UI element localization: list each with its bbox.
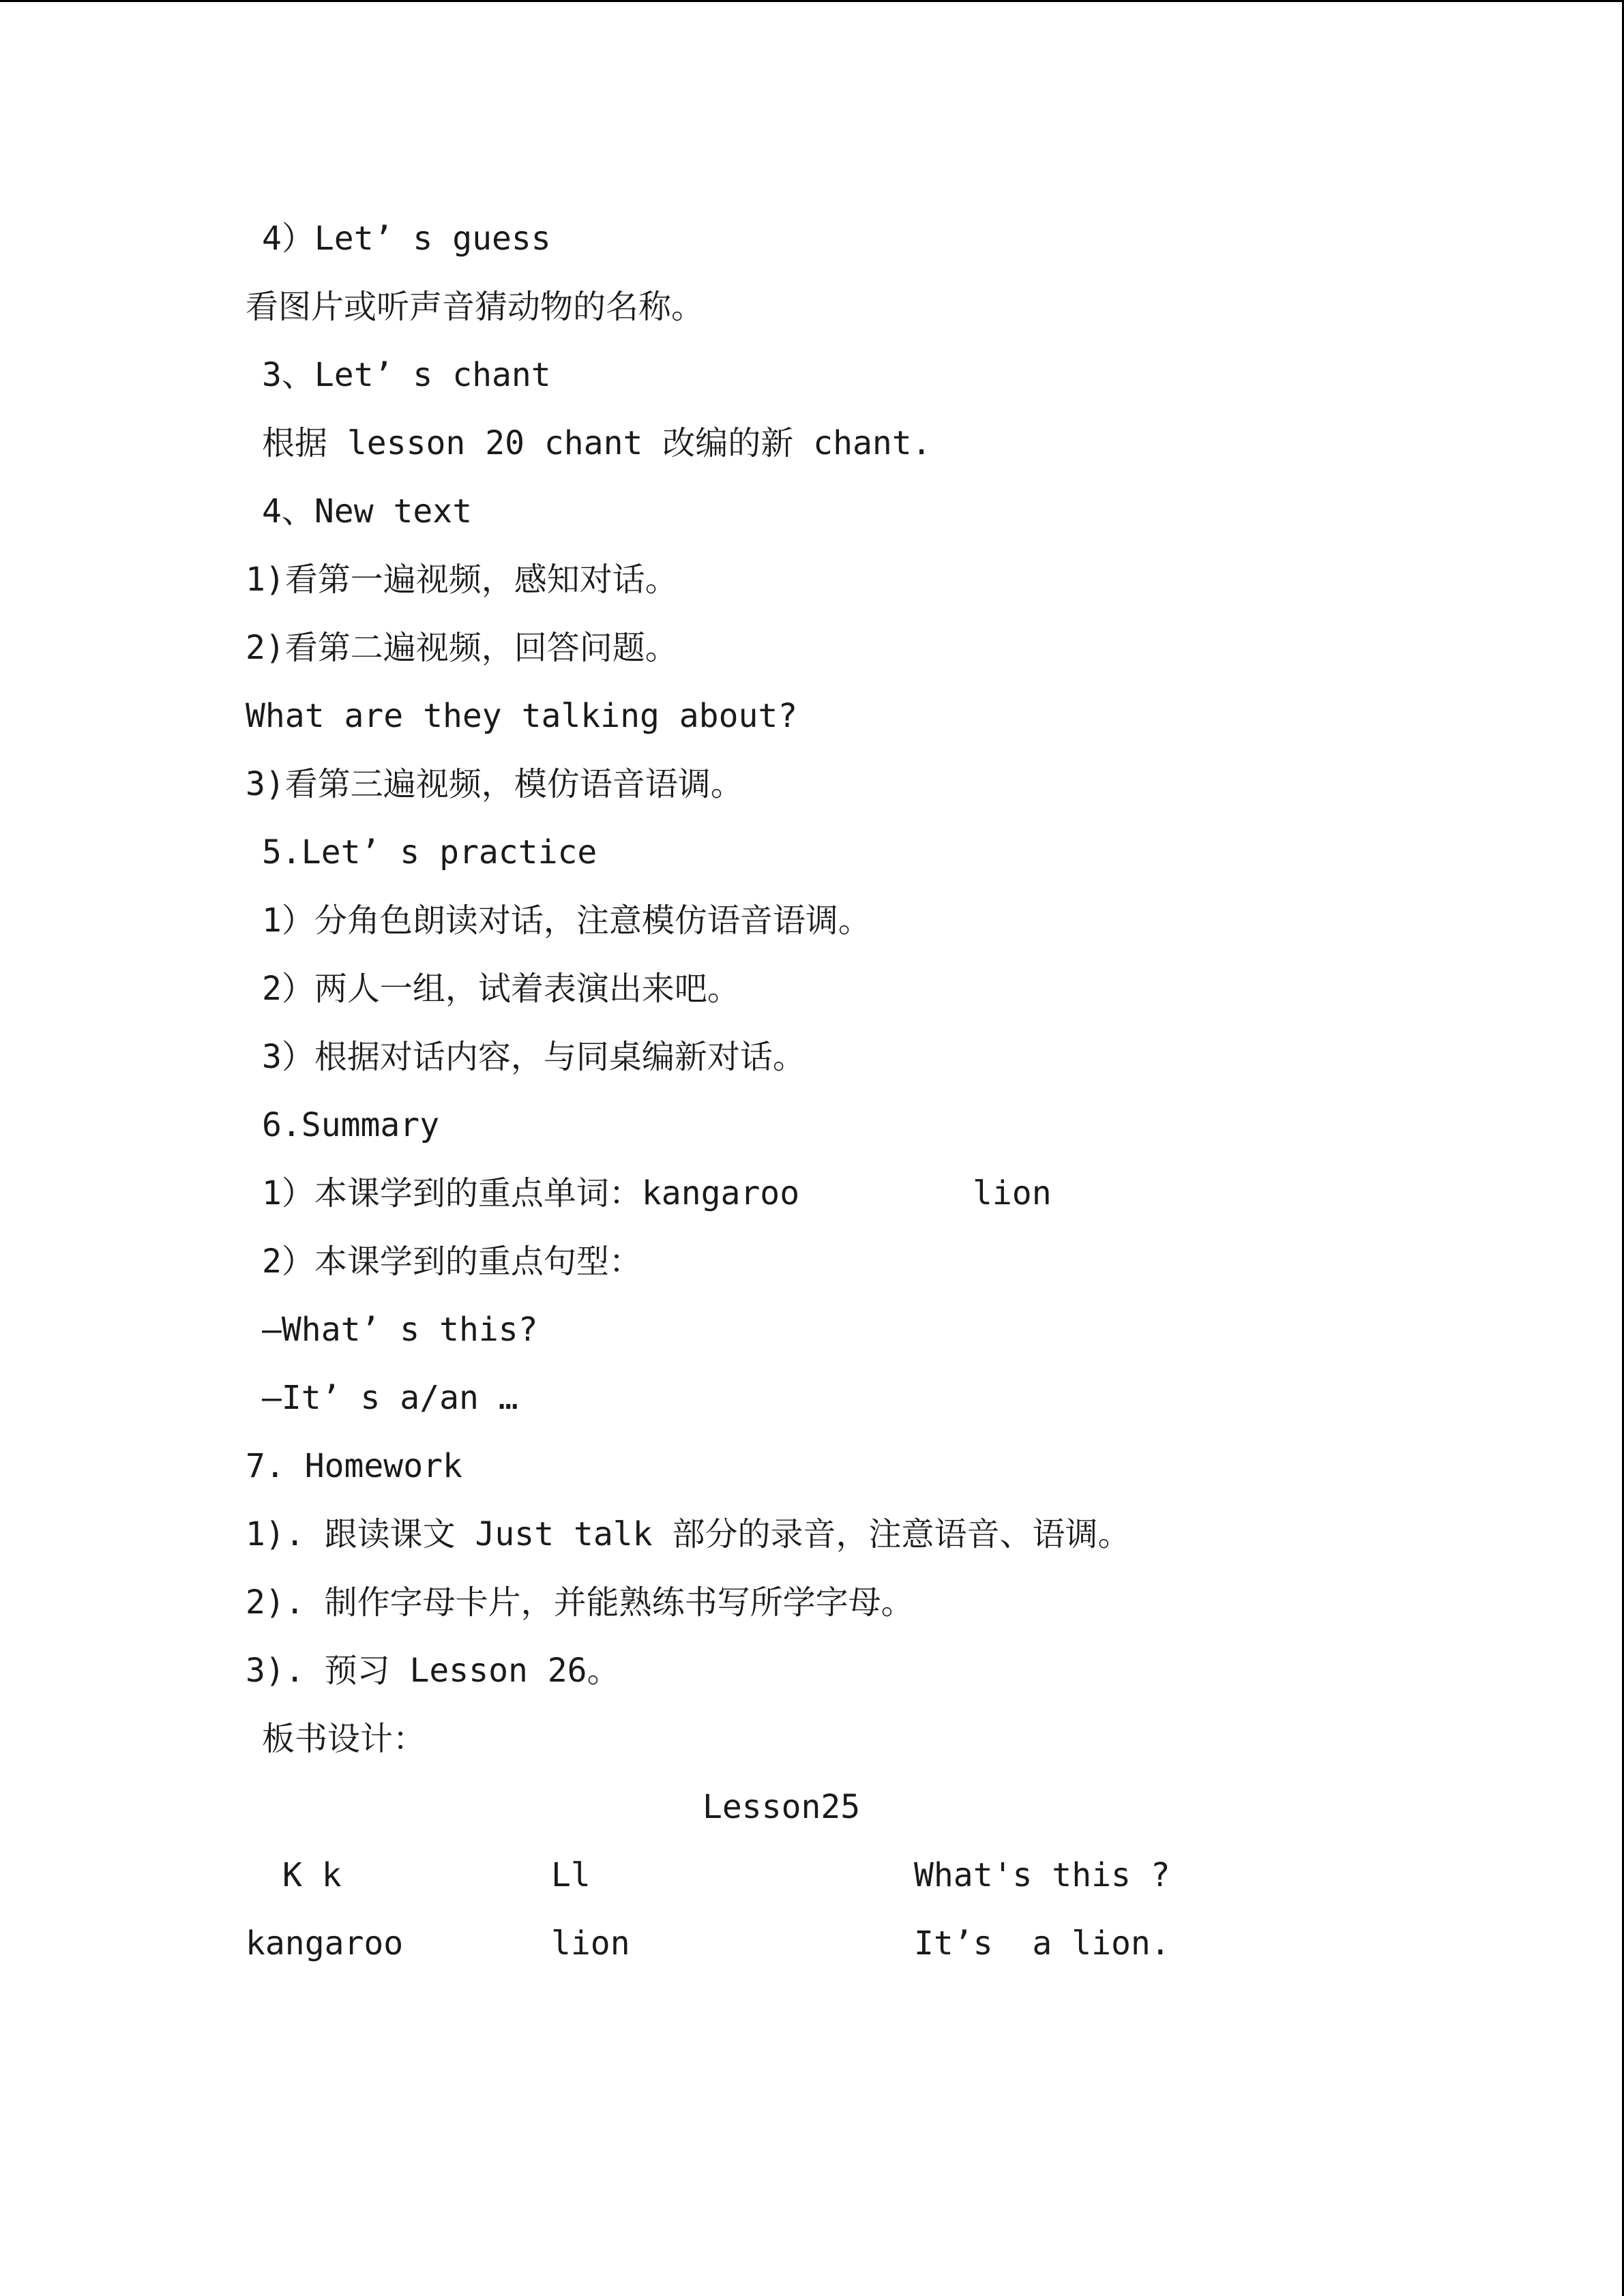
summary-word-lion: lion (973, 1174, 1052, 1212)
top-border (0, 0, 1624, 2)
board-cell: It’s a lion. (914, 1924, 1170, 1963)
board-cell: lion (551, 1924, 630, 1963)
text-line: 3、Let’ s chant (262, 356, 551, 394)
text-line: 3). 预习 Lesson 26。 (246, 1652, 620, 1690)
text-line: 看图片或听声音猜动物的名称。 (246, 288, 705, 326)
text-line: What are they talking about? (246, 697, 798, 735)
text-line: 6.Summary (262, 1106, 440, 1144)
board-title: Lesson25 (703, 1788, 861, 1826)
text-line: 根据 lesson 20 chant 改编的新 chant. (262, 424, 932, 462)
text-line: 1). 跟读课文 Just talk 部分的录音，注意语音、语调。 (246, 1515, 1131, 1553)
text-line: 1）分角色朗读对话，注意模仿语音语调。 (262, 901, 871, 940)
text-line: 4）Let’ s guess (262, 220, 551, 258)
text-line: —What’ s this? (262, 1311, 538, 1349)
text-line: 2）本课学到的重点句型： (262, 1242, 642, 1281)
text-line: 3）根据对话内容，与同桌编新对话。 (262, 1038, 806, 1076)
board-cell: What's this ? (914, 1856, 1170, 1894)
text-line: 2)看第二遍视频，回答问题。 (246, 629, 678, 667)
text-line: 2). 制作字母卡片，并能熟练书写所学字母。 (246, 1583, 914, 1622)
text-line: 4、New text (262, 492, 473, 531)
board-cell: kangaroo (246, 1924, 404, 1963)
board-cell: K k (282, 1856, 342, 1894)
text-line: 7. Homework (246, 1447, 462, 1485)
text-line: 5.Let’ s practice (262, 833, 597, 871)
text-line: 2）两人一组，试着表演出来吧。 (262, 970, 740, 1008)
board-cell: Ll (551, 1856, 591, 1894)
text-line: —It’ s a/an … (262, 1379, 518, 1417)
text-line: 板书设计： (262, 1720, 426, 1758)
text-line: 1）本课学到的重点单词：kangaroo (262, 1174, 800, 1212)
text-line: 1)看第一遍视频，感知对话。 (246, 561, 678, 599)
text-line: 3)看第三遍视频，模仿语音语调。 (246, 765, 743, 803)
